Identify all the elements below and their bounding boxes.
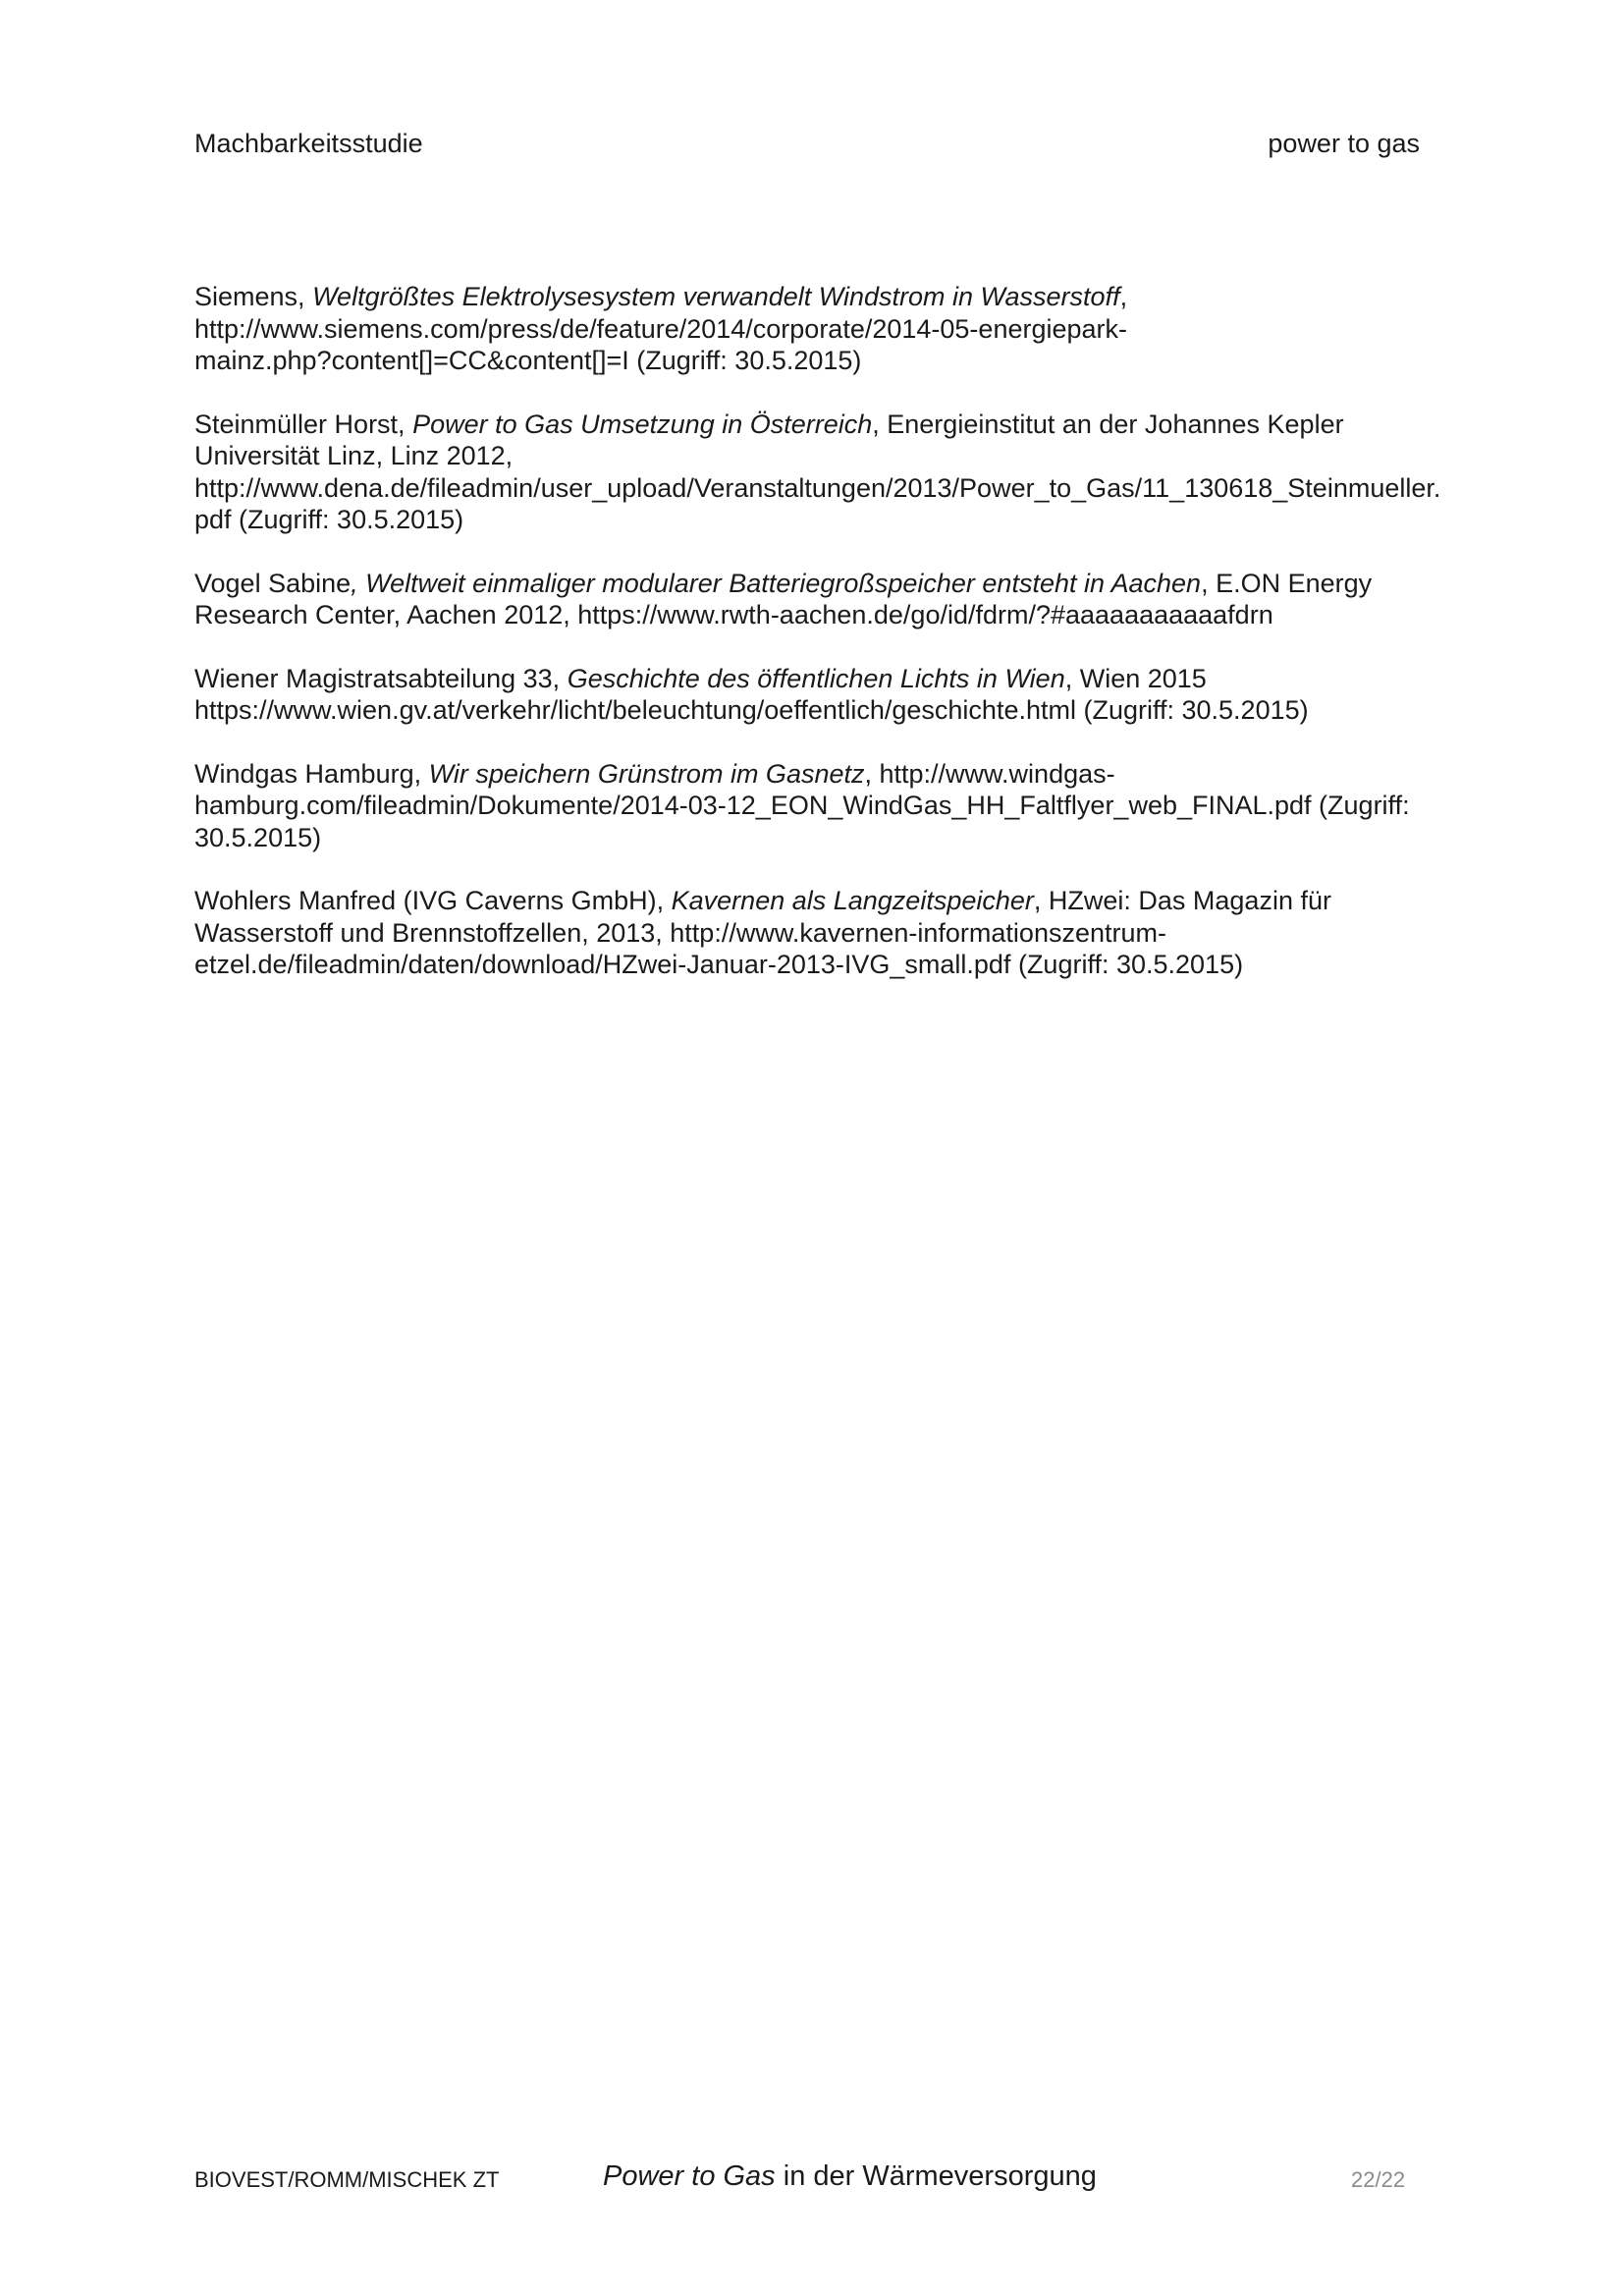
reference-title: , Weltweit einmaliger modularer Batteriegroßspeicher entsteht in Aachen	[351, 568, 1202, 598]
footer-authors: BIOVEST/ROMM/MISCHEK ZT	[194, 2167, 500, 2192]
reference-details: , Wien 2015	[1064, 663, 1207, 693]
reference-line	[194, 568, 1500, 600]
reference-title: Weltgrößtes Elektrolysesystem verwandelt Windstrom in Wasserstoff	[312, 282, 1120, 311]
reference-line: hamburg.com/fileadmin/Dokumente/2014-03-12_EON_WindGas_HH_Faltflyer_web_FINAL.pdf (Zugriff:	[194, 791, 1410, 820]
reference-line: Universität Linz, Linz 2012,	[194, 441, 514, 470]
reference-entry	[194, 663, 1500, 727]
reference-details: ,	[1119, 282, 1128, 311]
reference-author: Wiener Magistratsabteilung 33,	[194, 663, 568, 693]
footer-title	[603, 2159, 1097, 2194]
reference-title: Kavernen als Langzeitspeicher	[671, 886, 1034, 915]
reference-line: mainz.php?content[]=CC&content[]=I (Zugriff: 30.5.2015)	[194, 346, 862, 375]
reference-author: Wohlers Manfred (IVG Caverns GmbH),	[194, 886, 672, 915]
reference-line: http://www.siemens.com/press/de/feature/2014/corporate/2014-05-energiepark-	[194, 313, 1128, 344]
reference-line	[194, 885, 1500, 917]
reference-line: Wasserstoff und Brennstoffzellen, 2013, http://www.kavernen-informationszentrum-	[194, 917, 1166, 948]
reference-details: , E.ON Energy	[1201, 568, 1373, 598]
reference-line	[194, 663, 1500, 695]
reference-author: Siemens,	[194, 282, 313, 311]
reference-author: Vogel Sabine	[194, 568, 352, 598]
reference-entry	[194, 409, 1500, 536]
footer-title-rest: in der Wärmeversorgung	[775, 2160, 1097, 2192]
reference-details: , HZwei: Das Magazin für	[1033, 886, 1331, 915]
header-document-type: Machbarkeitsstudie	[194, 129, 423, 158]
reference-line	[194, 281, 1500, 313]
reference-line: etzel.de/fileadmin/daten/download/HZwei-Januar-2013-IVG_small.pdf (Zugriff: 30.5.2015)	[194, 950, 1244, 979]
reference-line	[194, 758, 1500, 791]
reference-details: , http://www.windgas-	[864, 758, 1115, 789]
reference-title: Geschichte des öffentlichen Lichts in Wien	[567, 663, 1065, 693]
reference-line	[194, 409, 1500, 441]
reference-line: https://www.wien.gv.at/verkehr/licht/beleuchtung/oeffentlich/geschichte.html (Zugriff: 30.5.2015)	[194, 695, 1309, 725]
page-header	[194, 126, 1420, 161]
reference-title: Wir speichern Grünstrom im Gasnetz	[428, 758, 865, 789]
reference-list	[194, 281, 1500, 1012]
reference-author: Windgas Hamburg,	[194, 758, 429, 789]
page-footer	[194, 2159, 1422, 2198]
reference-line: pdf (Zugriff: 30.5.2015)	[194, 505, 464, 534]
reference-line: Research Center, Aachen 2012, https://www.rwth-aachen.de/go/id/fdrm/?#aaaaaaaaaaafdrn	[194, 600, 1273, 629]
page-number: 22/22	[1351, 2167, 1406, 2192]
reference-entry	[194, 568, 1500, 631]
header-topic: power to gas	[1268, 129, 1420, 158]
reference-entry	[194, 281, 1500, 377]
reference-line: http://www.dena.de/fileadmin/user_upload/Veranstaltungen/2013/Power_to_Gas/11_130618_Steinmueller.	[194, 472, 1441, 503]
footer-title-italic: Power to Gas	[603, 2160, 776, 2192]
reference-entry	[194, 758, 1500, 854]
reference-details: , Energieinstitut an der Johannes Kepler	[872, 409, 1344, 439]
reference-author: Steinmüller Horst,	[194, 409, 413, 439]
reference-entry	[194, 885, 1500, 981]
reference-line: 30.5.2015)	[194, 822, 322, 852]
reference-title: Power to Gas Umsetzung in Österreich	[412, 409, 873, 439]
